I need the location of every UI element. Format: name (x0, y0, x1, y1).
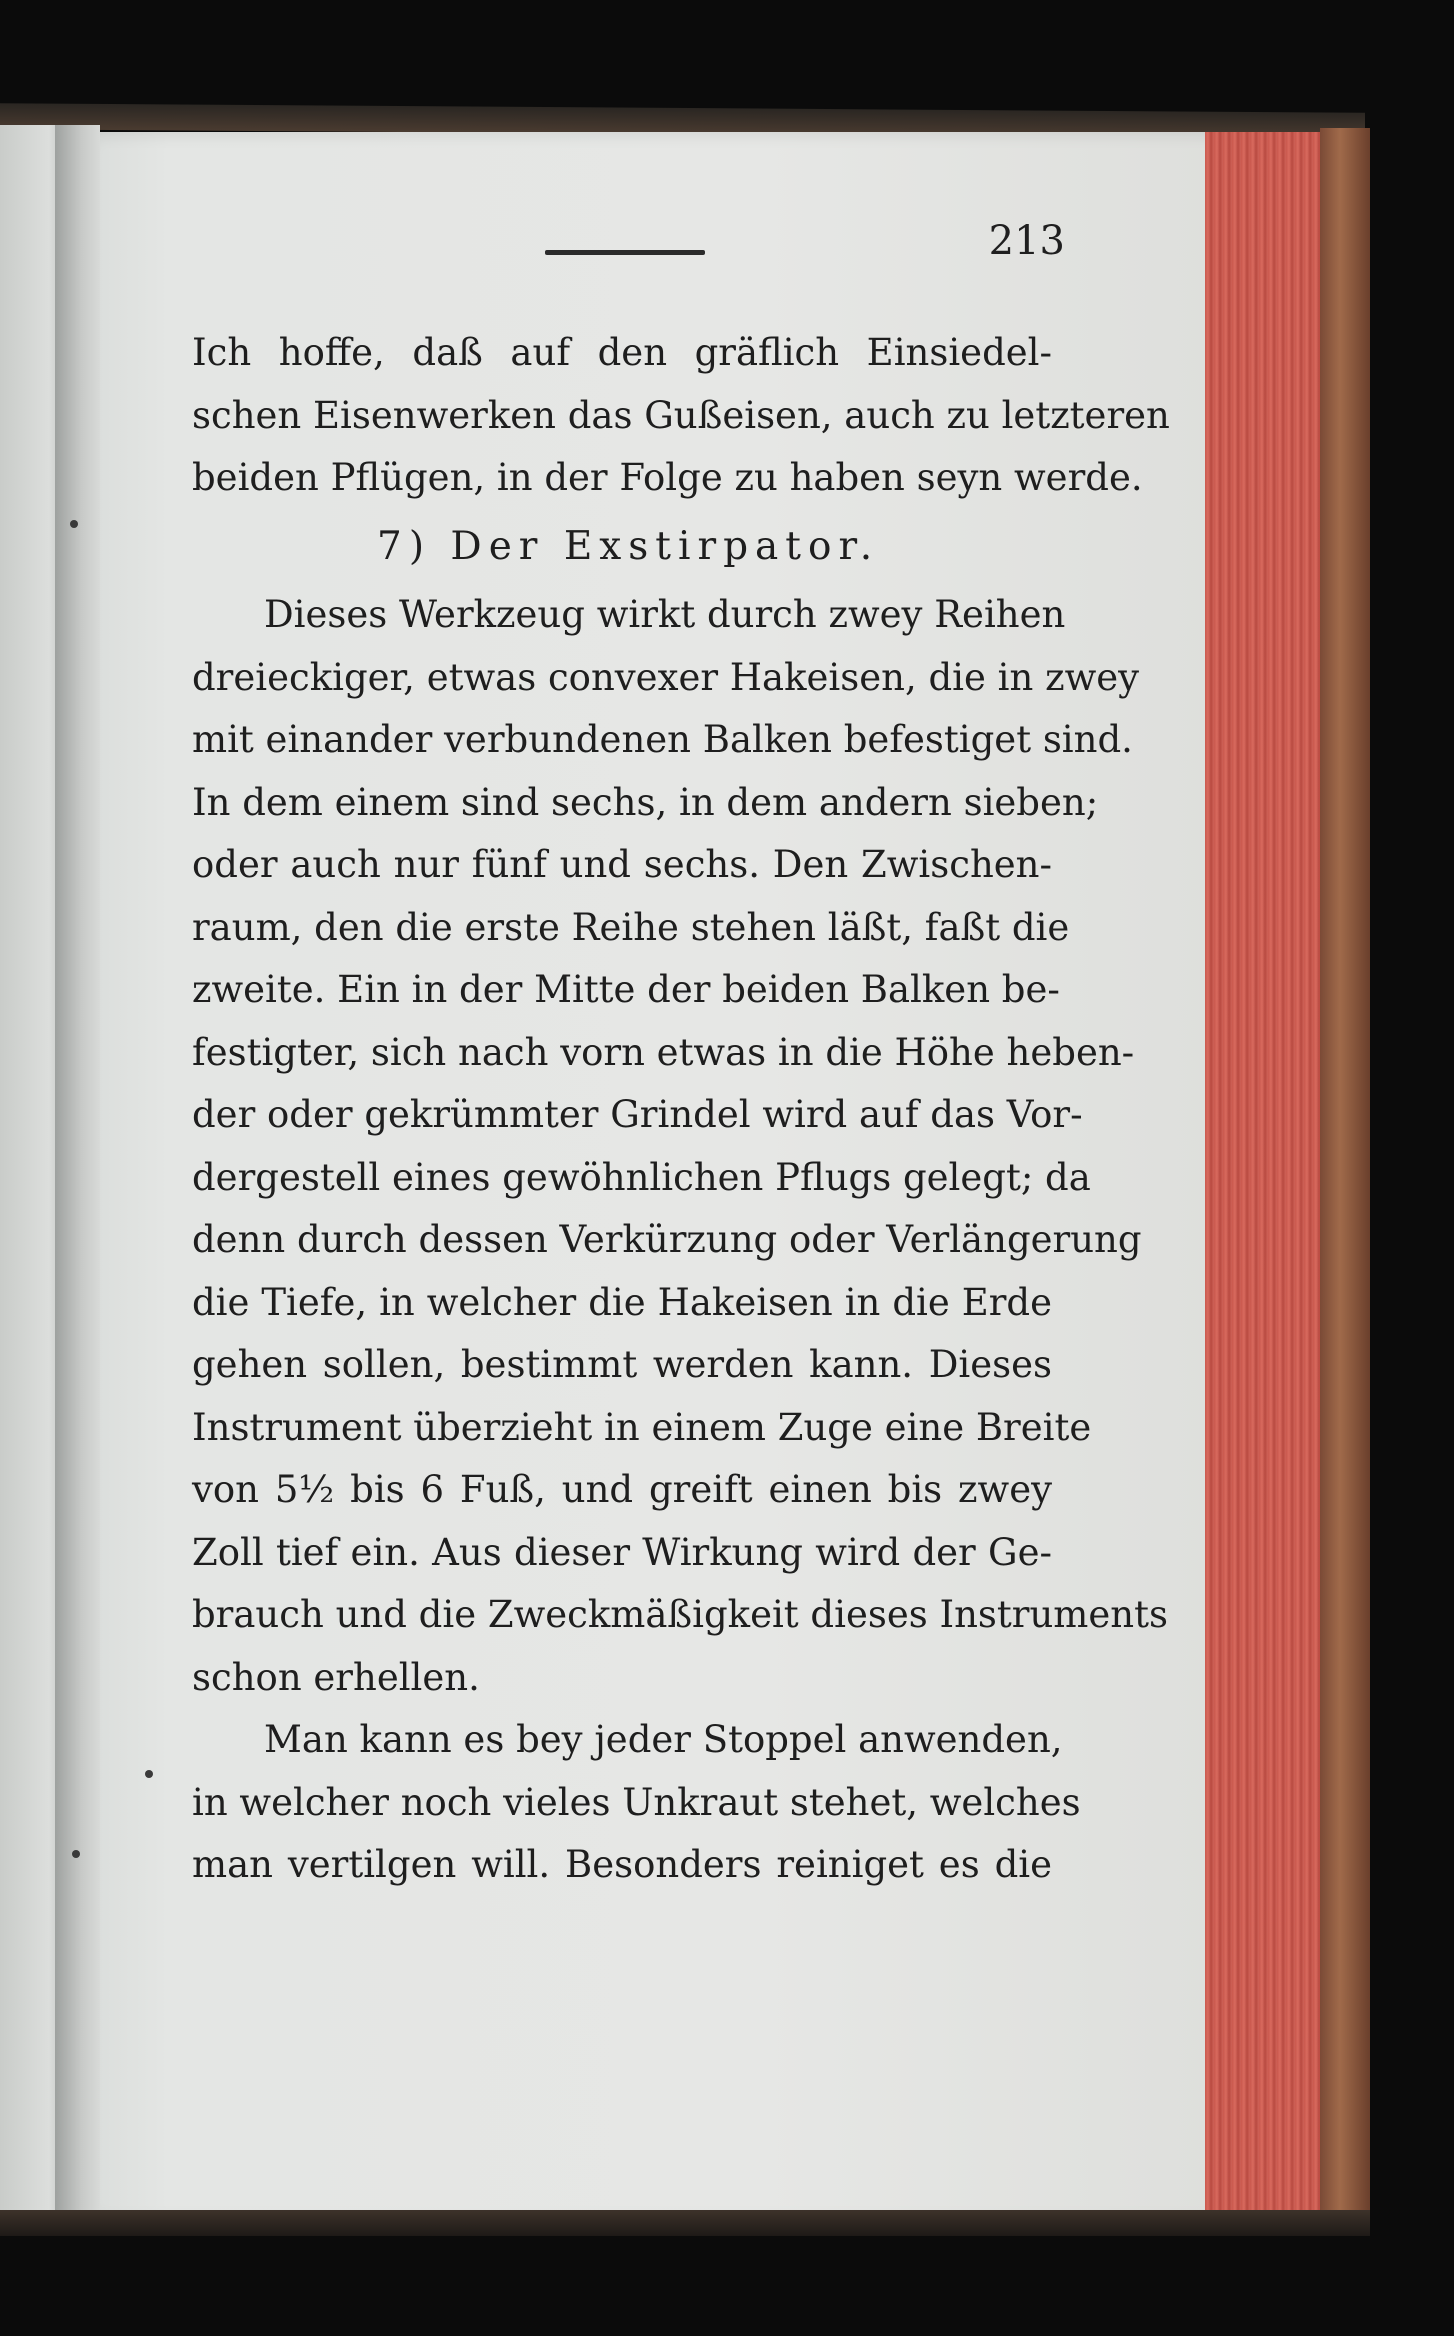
margin-mark (70, 520, 78, 528)
text-line: dergestell eines gewöhnlichen Pflugs gelegt; da (192, 1155, 1091, 1199)
text-line: schen Eisenwerken das Gußeisen, auch zu letzteren (192, 393, 1170, 437)
text-line: schon erhellen. (192, 1655, 480, 1699)
text-line: Zoll tief ein. Aus dieser Wirkung wird der Ge- (192, 1530, 1052, 1574)
page-number: 213 (988, 218, 1065, 264)
page-text (192, 322, 1170, 1897)
text-line: dreieckiger, etwas convexer Hakeisen, die in zwey (192, 655, 1140, 699)
text-line: die Tiefe, in welcher die Hakeisen in die Erde (192, 1280, 1052, 1324)
text-line: Dieses Werkzeug wirkt durch zwey Reihen (264, 593, 1066, 636)
margin-mark (72, 1850, 80, 1858)
margin-mark (145, 1770, 153, 1778)
book-cover-bottom (0, 2210, 1370, 2236)
text-line: oder auch nur fünf und sechs. Den Zwischen- (192, 843, 1052, 886)
paragraph-2 (192, 584, 1168, 1709)
text-line: von 5½ bis 6 Fuß, und greift einen bis zwey (192, 1468, 1052, 1511)
text-line: In dem einem sind sechs, in dem andern sieben; (192, 780, 1099, 824)
text-line: in welcher noch vieles Unkraut stehet, welches (192, 1780, 1081, 1824)
text-line: brauch und die Zweckmäßigkeit dieses Instruments (192, 1593, 1168, 1636)
header-rule (545, 250, 705, 255)
text-line: gehen sollen, bestimmt werden kann. Dieses (192, 1343, 1052, 1386)
text-line: Instrument überzieht in einem Zuge eine Breite (192, 1405, 1092, 1449)
text-line: raum, den die erste Reihe stehen läßt, faßt die (192, 905, 1070, 949)
text-line: festigter, sich nach vorn etwas in die Höhe heben- (192, 1030, 1135, 1074)
text-line: der oder gekrümmter Grindel wird auf das Vor- (192, 1093, 1083, 1136)
red-page-edges (1205, 132, 1335, 2222)
text-line: man vertilgen will. Besonders reiniget es die (192, 1843, 1052, 1886)
text-line: Man kann es bey jeder Stoppel anwenden, (264, 1718, 1063, 1761)
book-spine-edge (1320, 128, 1370, 2226)
paragraph-1 (192, 322, 1170, 510)
page-gutter (55, 125, 100, 2220)
section-heading: 7) Der Exstirpator. (377, 523, 880, 569)
paragraph-3 (192, 1709, 1081, 1897)
text-line: zweite. Ein in der Mitte der beiden Balken be- (192, 968, 1060, 1011)
text-line: denn durch dessen Verkürzung oder Verlängerung (192, 1218, 1142, 1261)
text-line: beiden Pflügen, in der Folge zu haben seyn werde. (192, 456, 1143, 499)
text-line: Ich hoffe, daß auf den gräflich Einsiedel- (192, 331, 1052, 374)
text-line: mit einander verbundenen Balken befestiget sind. (192, 718, 1133, 761)
